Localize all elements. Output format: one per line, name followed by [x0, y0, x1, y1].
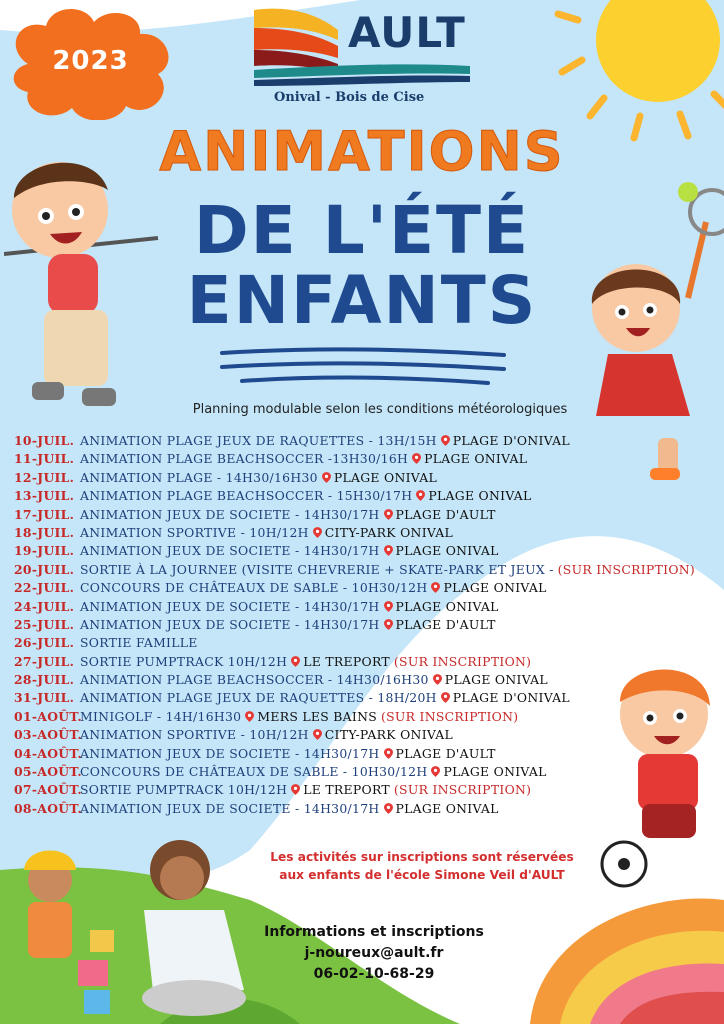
schedule-date: 19-JUIL.: [14, 543, 75, 559]
schedule-activity: ANIMATION PLAGE - 14H30/16H30: [80, 469, 318, 485]
schedule-row: [14, 708, 720, 726]
contact-email: j-noureux@ault.fr: [304, 945, 444, 961]
schedule-place: PLAGE ONIVAL: [443, 580, 547, 596]
location-pin-icon: [291, 784, 300, 795]
schedule-row: [14, 469, 720, 487]
schedule-date: 20-JUIL.: [14, 561, 75, 577]
schedule-activity: ANIMATION SPORTIVE - 10H/12H: [80, 727, 309, 743]
schedule-place: PLAGE D'AULT: [395, 616, 496, 632]
schedule-row: [14, 598, 720, 616]
schedule-activity: ANIMATION PLAGE BEACHSOCCER - 14H30/16H30: [80, 672, 429, 688]
location-pin-icon: [322, 472, 331, 483]
contact-heading: Informations et inscriptions: [264, 924, 484, 940]
schedule-place: CITY-PARK ONIVAL: [324, 727, 454, 743]
schedule-place: PLAGE ONIVAL: [424, 451, 528, 467]
notice-line-1: Les activités sur inscriptions sont réservées: [270, 850, 574, 864]
schedule-date: 18-JUIL.: [14, 524, 75, 540]
schedule-activity: ANIMATION PLAGE JEUX DE RAQUETTES - 18H/20H: [80, 690, 437, 706]
schedule-activity: ANIMATION PLAGE BEACHSOCCER - 15H30/17H: [80, 488, 413, 504]
schedule-row: [14, 542, 720, 560]
schedule-place: PLAGE ONIVAL: [395, 800, 499, 816]
schedule-date: 27-JUIL.: [14, 653, 75, 669]
registration-note: (SUR INSCRIPTION): [557, 561, 696, 577]
title-animations: ANIMATIONS: [159, 120, 565, 183]
logo-subtitle: Onival - Bois de Cise: [274, 90, 425, 105]
schedule-place: PLAGE D'AULT: [395, 745, 496, 761]
location-pin-icon: [384, 545, 393, 556]
contact-phone: 06-02-10-68-29: [313, 966, 435, 982]
registration-notice: [252, 848, 592, 884]
location-pin-icon: [313, 729, 322, 740]
schedule-date: 04-AOÛT.: [14, 745, 82, 761]
schedule-place: PLAGE D'AULT: [395, 506, 496, 522]
schedule-place: LE TREPORT: [303, 653, 390, 669]
location-pin-icon: [441, 692, 450, 703]
schedule-row: [14, 506, 720, 524]
location-pin-icon: [433, 674, 442, 685]
schedule-place: PLAGE D'ONIVAL: [452, 690, 570, 706]
location-pin-icon: [384, 748, 393, 759]
schedule-date: 08-AOÛT.: [14, 800, 82, 816]
notice-line-2: aux enfants de l'école Simone Veil d'AULT: [279, 868, 565, 882]
schedule-row: [14, 616, 720, 634]
schedule-row: [14, 487, 720, 505]
schedule-date: 22-JUIL.: [14, 580, 75, 596]
schedule-activity: ANIMATION JEUX DE SOCIETE - 14H30/17H: [80, 506, 380, 522]
schedule-activity: CONCOURS DE CHÂTEAUX DE SABLE - 10H30/12H: [80, 764, 428, 780]
golfer-boy-illustration: [4, 150, 164, 420]
schedule-date: 07-AOÛT.: [14, 782, 82, 798]
schedule-date: 05-AOÛT.: [14, 764, 82, 780]
schedule-activity: SORTIE FAMILLE: [80, 635, 198, 651]
schedule-place: PLAGE ONIVAL: [428, 488, 532, 504]
schedule-activity: ANIMATION JEUX DE SOCIETE - 14H30/17H: [80, 616, 380, 632]
contact-info: [254, 922, 494, 985]
schedule-row: [14, 763, 720, 781]
schedule-row: [14, 800, 720, 818]
location-pin-icon: [291, 656, 300, 667]
schedule-row: [14, 561, 720, 579]
schedule-row: [14, 450, 720, 468]
registration-note: (SUR INSCRIPTION): [380, 708, 519, 724]
year-text: 2023: [52, 46, 129, 76]
title-de-l-ete: DE L'ÉTÉ: [193, 192, 531, 269]
location-pin-icon: [245, 711, 254, 722]
schedule-date: 12-JUIL.: [14, 469, 75, 485]
schedule-row: [14, 781, 720, 799]
schedule-date: 01-AOÛT.: [14, 708, 82, 724]
schedule-activity: ANIMATION JEUX DE SOCIETE - 14H30/17H: [80, 800, 380, 816]
schedule-activity: MINIGOLF - 14H/16H30: [80, 708, 242, 724]
wave-divider: [218, 345, 508, 393]
schedule-place: MERS LES BAINS: [257, 708, 378, 724]
schedule-date: 11-JUIL.: [14, 451, 75, 467]
location-pin-icon: [431, 766, 440, 777]
children-playing-illustration: [4, 830, 274, 1024]
location-pin-icon: [384, 619, 393, 630]
schedule-row: [14, 653, 720, 671]
ault-logo: [252, 6, 474, 110]
location-pin-icon: [431, 582, 440, 593]
schedule-place: LE TREPORT: [303, 782, 390, 798]
logo-name: AULT: [348, 8, 466, 57]
schedule-place: PLAGE ONIVAL: [395, 543, 499, 559]
schedule-date: 31-JUIL.: [14, 690, 75, 706]
schedule-row: [14, 745, 720, 763]
schedule-activity: ANIMATION PLAGE BEACHSOCCER -13H30/16H: [80, 451, 409, 467]
schedule-activity: SORTIE PUMPTRACK 10H/12H: [80, 782, 288, 798]
rainbow-illustration: [520, 860, 724, 1024]
year-badge: [8, 8, 173, 120]
schedule-activity: ANIMATION JEUX DE SOCIETE - 14H30/17H: [80, 745, 380, 761]
schedule-activity: SORTIE PUMPTRACK 10H/12H: [80, 653, 288, 669]
schedule-place: PLAGE ONIVAL: [395, 598, 499, 614]
schedule-row: [14, 726, 720, 744]
location-pin-icon: [412, 453, 421, 464]
schedule-row: [14, 634, 720, 652]
location-pin-icon: [384, 509, 393, 520]
location-pin-icon: [441, 435, 450, 446]
location-pin-icon: [384, 601, 393, 612]
schedule-activity: ANIMATION PLAGE JEUX DE RAQUETTES - 13H/15H: [80, 433, 437, 448]
schedule-row: [14, 432, 720, 450]
registration-note: (SUR INSCRIPTION): [393, 653, 532, 669]
schedule-row: [14, 689, 720, 707]
schedule-date: 17-JUIL.: [14, 506, 75, 522]
schedule-date: 03-AOÛT.: [14, 727, 82, 743]
schedule-place: PLAGE ONIVAL: [333, 469, 437, 485]
location-pin-icon: [384, 803, 393, 814]
schedule-place: CITY-PARK ONIVAL: [324, 524, 454, 540]
schedule-activity: ANIMATION JEUX DE SOCIETE - 14H30/17H: [80, 543, 380, 559]
location-pin-icon: [416, 490, 425, 501]
schedule-date: 26-JUIL.: [14, 635, 75, 651]
schedule-place: PLAGE ONIVAL: [443, 764, 547, 780]
schedule-row: [14, 671, 720, 689]
title-enfants: ENFANTS: [186, 262, 538, 339]
schedule-date: 10-JUIL.: [14, 433, 75, 448]
subtitle: Planning modulable selon les conditions météorologiques: [192, 402, 568, 417]
schedule-row: [14, 524, 720, 542]
location-pin-icon: [313, 527, 322, 538]
schedule-list: [14, 432, 720, 818]
schedule-activity: ANIMATION JEUX DE SOCIETE - 14H30/17H: [80, 598, 380, 614]
schedule-activity: SORTIE À LA JOURNEE (VISITE CHEVRERIE + SKATE-PARK ET JEUX -: [80, 561, 554, 577]
schedule-date: 25-JUIL.: [14, 616, 75, 632]
schedule-date: 24-JUIL.: [14, 598, 75, 614]
schedule-place: PLAGE D'ONIVAL: [452, 433, 570, 448]
schedule-activity: CONCOURS DE CHÂTEAUX DE SABLE - 10H30/12H: [80, 580, 428, 596]
schedule-activity: ANIMATION SPORTIVE - 10H/12H: [80, 524, 309, 540]
schedule-row: [14, 579, 720, 597]
schedule-place: PLAGE ONIVAL: [444, 672, 548, 688]
schedule-date: 28-JUIL.: [14, 672, 75, 688]
registration-note: (SUR INSCRIPTION): [393, 782, 532, 798]
schedule-date: 13-JUIL.: [14, 488, 75, 504]
